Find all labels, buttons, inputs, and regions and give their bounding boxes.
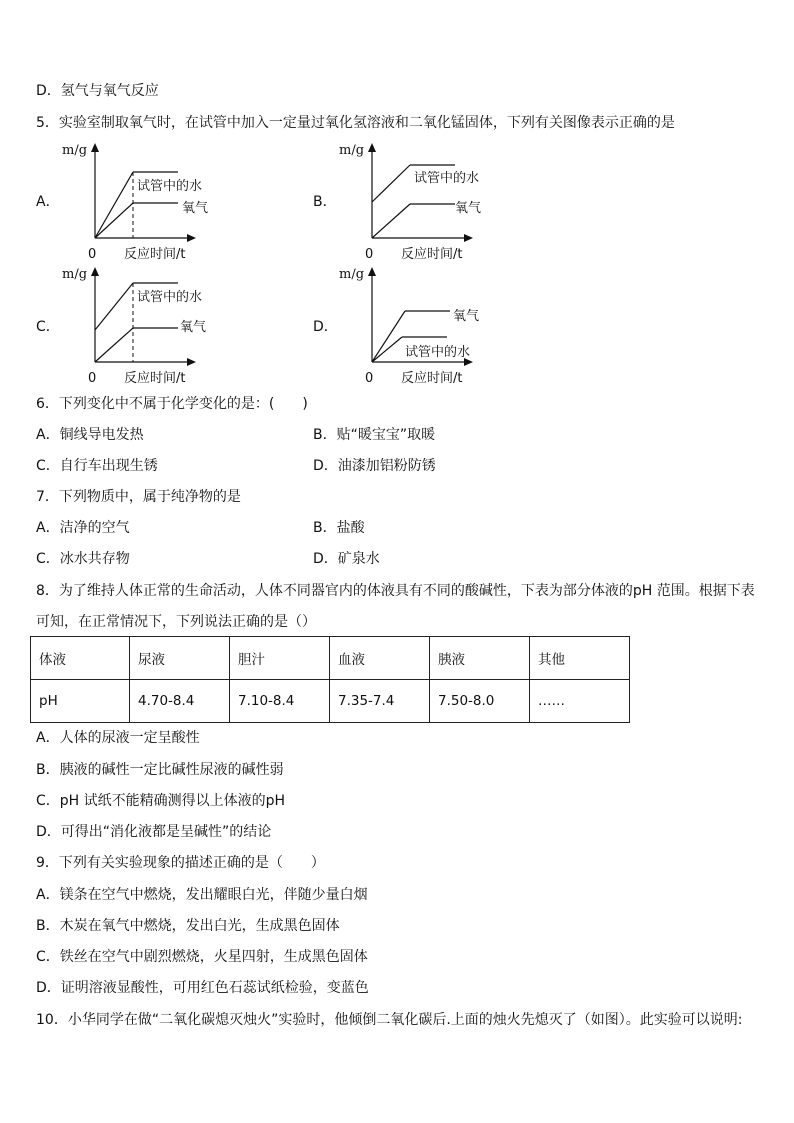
y-axis-label: m/g — [62, 267, 88, 282]
oxygen-curve — [95, 203, 133, 238]
x-axis-label: 反应时间/t — [124, 247, 186, 262]
x-axis-label: 反应时间/t — [124, 371, 186, 386]
table-cell: 7.50-8.0 — [430, 680, 530, 723]
graph-a-letter: A． — [36, 194, 60, 210]
table-cell: 4.70-8.4 — [130, 680, 230, 723]
q8-stem-line1: 8．为了维持人体正常的生命活动，人体不同器官内的体液具有不同的酸碱性，下表为部分体液的pH 范围。根据下表 — [36, 583, 755, 599]
q6-option-d: D．油漆加铝粉防锈 — [313, 458, 436, 474]
q6-option-c: C．自行车出现生锈 — [36, 458, 158, 474]
oxygen-curve — [372, 204, 410, 238]
graph-d-letter: D． — [313, 319, 338, 335]
graph-b-letter: B． — [313, 194, 337, 210]
q8-stem-line2: 可知，在正常情况下，下列说法正确的是（） — [36, 614, 316, 630]
y-axis-label: m/g — [339, 267, 365, 282]
graph-c-letter: C． — [36, 319, 60, 335]
q7-option-c: C．冰水共存物 — [36, 551, 130, 567]
oxygen-curve — [95, 328, 133, 362]
oxygen-label: 氧气 — [453, 309, 480, 324]
water-curve — [95, 172, 133, 238]
q9-option-b: B．木炭在氧气中燃烧，发出白光，生成黑色固体 — [36, 918, 340, 934]
q6-option-a: A．铜线导电发热 — [36, 427, 144, 443]
graph-a — [60, 140, 210, 268]
table-cell: 7.10-8.4 — [230, 680, 330, 723]
graph-c — [60, 264, 225, 392]
q9-option-d: D．证明溶液显酸性，可用红色石蕊试纸检验，变蓝色 — [36, 980, 369, 996]
table-cell: 胆汁 — [230, 637, 330, 680]
table-cell: 血液 — [330, 637, 430, 680]
ph-table — [30, 636, 630, 723]
oxygen-label: 氧气 — [182, 201, 209, 216]
oxygen-label: 氧气 — [180, 320, 207, 335]
graph-d — [337, 264, 502, 392]
q4-option-d: D．氢气与氧气反应 — [36, 83, 159, 99]
water-curve — [372, 337, 402, 362]
y-axis-label: m/g — [339, 143, 365, 158]
table-cell: 尿液 — [130, 637, 230, 680]
q9-option-c: C．铁丝在空气中剧烈燃烧，火星四射，生成黑色固体 — [36, 949, 368, 965]
table-cell: pH — [31, 680, 130, 723]
water-label: 试管中的水 — [137, 179, 203, 194]
graph-b — [337, 140, 502, 268]
q6-option-b: B．贴“暖宝宝”取暖 — [313, 427, 436, 443]
q5-stem: 5．实验室制取氧气时，在试管中加入一定量过氧化氢溶液和二氧化锰固体，下列有关图像表示正确的是 — [36, 115, 675, 131]
origin-label: 0 — [88, 371, 97, 386]
water-curve — [372, 165, 410, 202]
x-axis-label: 反应时间/t — [401, 247, 463, 262]
table-cell: 其他 — [530, 637, 630, 680]
table-cell: 胰液 — [430, 637, 530, 680]
q8-option-d: D．可得出“消化液都是呈碱性”的结论 — [36, 824, 272, 840]
water-curve — [95, 283, 133, 330]
x-axis-label: 反应时间/t — [401, 371, 463, 386]
origin-label: 0 — [365, 247, 374, 262]
y-axis-label: m/g — [62, 143, 88, 158]
table-cell: …… — [530, 680, 630, 723]
table-header-row — [31, 637, 630, 680]
table-cell: 体液 — [31, 637, 130, 680]
q9-option-a: A．镁条在空气中燃烧，发出耀眼白光，伴随少量白烟 — [36, 887, 368, 903]
water-label: 试管中的水 — [405, 345, 471, 360]
q9-stem: 9．下列有关实验现象的描述正确的是（ ） — [36, 855, 325, 871]
water-label: 试管中的水 — [414, 171, 480, 186]
origin-label: 0 — [365, 371, 374, 386]
oxygen-label: 氧气 — [455, 201, 482, 216]
q7-option-d: D．矿泉水 — [313, 551, 380, 567]
q8-option-c: C．pH 试纸不能精确测得以上体液的pH — [36, 793, 286, 809]
q7-option-a: A．洁净的空气 — [36, 520, 130, 536]
water-label: 试管中的水 — [137, 290, 203, 305]
q10-stem: 10．小华同学在做“二氧化碳熄灭烛火”实验时，他倾倒二氧化碳后.上面的烛火先熄灭了（如图）。此实验可以说明: — [36, 1012, 743, 1028]
q8-option-a: A．人体的尿液一定呈酸性 — [36, 730, 200, 746]
q8-option-b: B．胰液的碱性一定比碱性尿液的碱性弱 — [36, 762, 284, 778]
q7-stem: 7．下列物质中，属于纯净物的是 — [36, 489, 241, 505]
table-cell: 7.35-7.4 — [330, 680, 430, 723]
table-row — [31, 680, 630, 723]
q6-stem: 6．下列变化中不属于化学变化的是：( ) — [36, 396, 308, 412]
q7-option-b: B．盐酸 — [313, 520, 365, 536]
oxygen-curve — [372, 311, 405, 362]
origin-label: 0 — [88, 247, 97, 262]
